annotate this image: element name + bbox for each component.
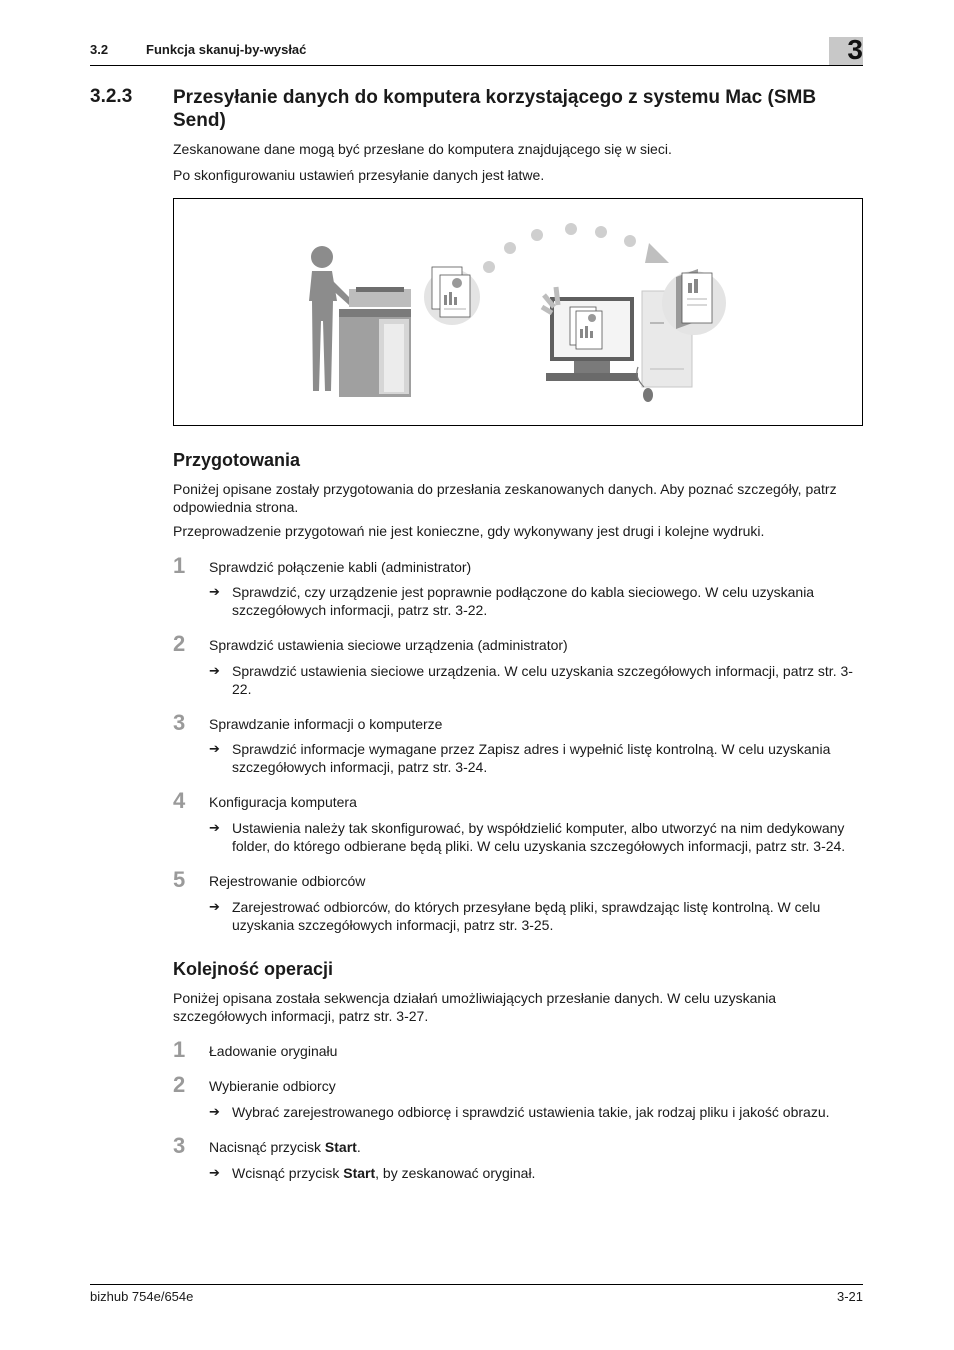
arrow-icon: ➔ [209, 741, 220, 756]
arrow-icon: ➔ [209, 820, 220, 835]
arrow-icon: ➔ [209, 584, 220, 599]
start-key-label: Start [324, 1139, 357, 1155]
op-step-detail [232, 1164, 864, 1182]
prep-step-detail: Zarejestrować odbiorców, do których przesyłane będą pliki, sprawdzając listę kontrolną. W celu uzyskania szczegółowych informacji, patrz str. 3-25. [232, 899, 821, 933]
prep-step-detail: Sprawdzić ustawienia sieciowe urządzenia. W celu uzyskania szczegółowych informacji, patrz str. 3-22. [232, 663, 853, 697]
heading-title: Przesyłanie danych do komputera korzystającego z systemu Mac (SMB Send) [173, 87, 817, 131]
op-step-detail-before: Wcisnąć przycisk [232, 1165, 344, 1181]
operations-paragraph: Poniżej opisana została sekwencja działań umożliwiających przesłanie danych. W celu uzyskania szczegółowych informacji, patrz str. 3-27. [173, 990, 777, 1024]
op-step-number: 2 [173, 1072, 186, 1097]
prep-step-text: Sprawdzanie informacji o komputerze [209, 716, 443, 732]
arrow-icon: ➔ [209, 1165, 220, 1180]
op-step-text-after: . [356, 1139, 361, 1155]
illustration-figure [173, 198, 863, 426]
monitor-icon [542, 287, 653, 402]
prep-step-number: 4 [173, 788, 186, 813]
heading-number: 3.2.3 [90, 86, 133, 107]
intro-paragraph-1: Zeskanowane dane mogą być przesłane do komputera znajdującego się w sieci. [173, 141, 672, 157]
op-step-number: 1 [173, 1037, 186, 1062]
prep-step-number: 2 [173, 631, 186, 656]
preparation-paragraph-2: Przeprowadzenie przygotowań nie jest konieczne, gdy wykonywany jest drugi i kolejne wydruki. [173, 523, 765, 539]
header-section-number: 3.2 [90, 42, 109, 57]
footer-model: bizhub 754e/654e [90, 1289, 194, 1304]
prep-step-text: Sprawdzić połączenie kabli (administrator) [209, 559, 472, 575]
prep-step-number: 5 [173, 867, 186, 892]
footer-page-number: 3-21 [836, 1289, 863, 1304]
prep-step-text: Rejestrowanie odbiorców [209, 873, 366, 889]
footer-rule [90, 1284, 863, 1285]
transfer-dots [483, 223, 669, 273]
prep-step-text: Konfiguracja komputera [209, 794, 357, 810]
op-step-text-before: Nacisnąć przycisk [209, 1139, 325, 1155]
start-key-label: Start [343, 1165, 376, 1181]
prep-step-text: Sprawdzić ustawienia sieciowe urządzenia (administrator) [209, 637, 568, 653]
op-step-detail: Wybrać zarejestrowanego odbiorcę i sprawdzić ustawienia takie, jak rodzaj pliku i jakość obrazu. [232, 1104, 830, 1120]
prep-step-detail: Ustawienia należy tak skonfigurować, by współdzielić komputer, albo utworzyć na nim dedykowany folder, do którego odbierane będą pliki. W celu uzyskania szczegółowych informacji, patrz str. 3-24. [232, 820, 846, 854]
arrow-icon: ➔ [209, 663, 220, 678]
op-step-text: Wybieranie odbiorcy [209, 1078, 336, 1094]
arrow-icon: ➔ [209, 1104, 220, 1119]
folder-bubble-icon [662, 269, 726, 335]
op-step-text [209, 1138, 361, 1156]
preparation-heading: Przygotowania [173, 450, 301, 470]
header-section-title: Funkcja skanuj-by-wysłać [146, 42, 307, 57]
scan-to-computer-illustration [174, 199, 862, 425]
prep-step-number: 1 [173, 553, 186, 578]
prep-step-detail: Sprawdzić informacje wymagane przez Zapisz adres i wypełnić listę kontrolną. W celu uzyskania szczegółowych informacji, patrz str. 3-24. [232, 741, 831, 775]
op-step-text: Ładowanie oryginału [209, 1043, 338, 1059]
printer-icon [339, 287, 411, 397]
preparation-paragraph-1: Poniżej opisane zostały przygotowania do przesłania zeskanowanych danych. Aby poznać szczegóły, patrz odpowiednia strona. [173, 481, 837, 515]
intro-paragraph-2: Po skonfigurowaniu ustawień przesyłanie danych jest łatwe. [173, 167, 545, 183]
operations-heading: Kolejność operacji [173, 959, 334, 979]
arrow-icon: ➔ [209, 899, 220, 914]
op-step-detail-after: , by zeskanować oryginał. [375, 1165, 536, 1181]
chapter-number: 3 [847, 34, 863, 65]
header-rule [90, 65, 863, 66]
document-bubble-icon [424, 267, 480, 325]
op-step-number: 3 [173, 1133, 186, 1158]
prep-step-number: 3 [173, 710, 186, 735]
prep-step-detail: Sprawdzić, czy urządzenie jest poprawnie podłączone do kabla sieciowego. W celu uzyskania szczegółowych informacji, patrz str. 3-22. [232, 584, 815, 618]
